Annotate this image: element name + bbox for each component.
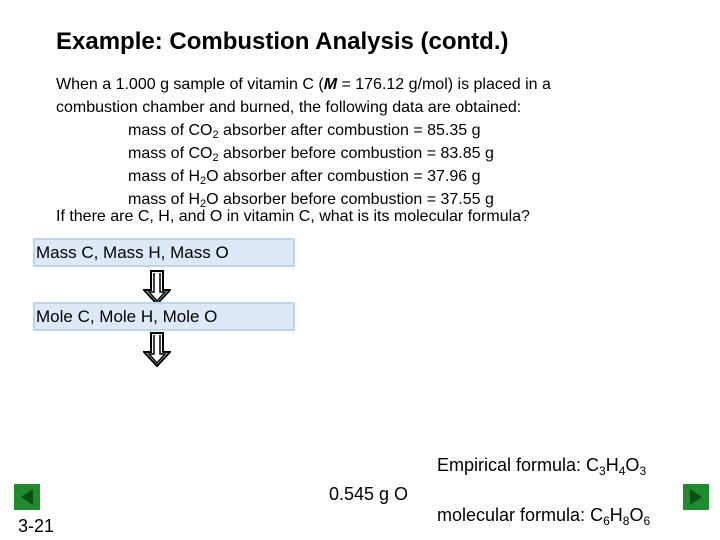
data-text: mass of CO [128,122,213,139]
problem-line-1 [56,75,551,94]
data-text: absorber before combustion = 83.85 g [218,145,494,162]
subscript: 2 [212,152,219,164]
problem-text: = 176.12 g/mol) is placed in a [337,76,551,93]
subscript: 4 [618,464,626,478]
element: C [590,505,604,525]
subscript: 8 [622,514,630,528]
arrow-left-icon[interactable] [14,484,40,510]
slide-number: 3-21 [18,516,55,536]
data-line-co2-before [128,144,494,168]
subscript: 6 [643,514,651,528]
formula-label: Empirical formula: [437,455,587,475]
element: C [586,455,600,475]
subscript: 2 [200,175,207,187]
problem-text: When a 1.000 g sample of vitamin C ( [56,76,324,93]
data-text: absorber after combustion = 85.35 g [218,122,481,139]
oxygen-mass: 0.545 g O [329,484,409,504]
element: O [625,455,640,475]
empirical-formula [437,455,646,478]
subscript: 3 [599,464,606,478]
subscript: 2 [200,198,207,210]
problem-line-2: combustion chamber and burned, the following data are obtained: [56,99,522,116]
subscript: 3 [639,464,647,478]
subscript: 6 [603,514,610,528]
arrow-right-icon[interactable] [683,484,709,510]
element: H [605,455,619,475]
data-text: mass of CO [128,145,213,162]
question-line: If there are C, H, and O in vitamin C, what is its molecular formula? [56,208,530,225]
subscript: 2 [212,129,219,141]
double-arrow-down-icon [143,332,171,368]
data-line-h2o-after [128,167,481,191]
formula-label: molecular formula: [437,505,591,525]
data-text: mass of H [128,168,201,185]
slide-title: Example: Combustion Analysis (contd.) [56,28,509,55]
double-arrow-down-icon [143,270,171,306]
data-text: O absorber after combustion = 37.96 g [206,168,481,185]
mole-step-box: Mole C, Mole H, Mole O [33,302,295,331]
element: H [609,505,623,525]
mass-step-box: Mass C, Mass H, Mass O [33,238,295,267]
data-text: mass of H [128,191,201,208]
data-line-co2-after [128,121,481,145]
data-text: O absorber before combustion = 37.55 g [206,191,494,208]
element: O [629,505,644,525]
molar-mass-symbol: M [323,76,338,93]
molecular-formula [437,505,650,528]
